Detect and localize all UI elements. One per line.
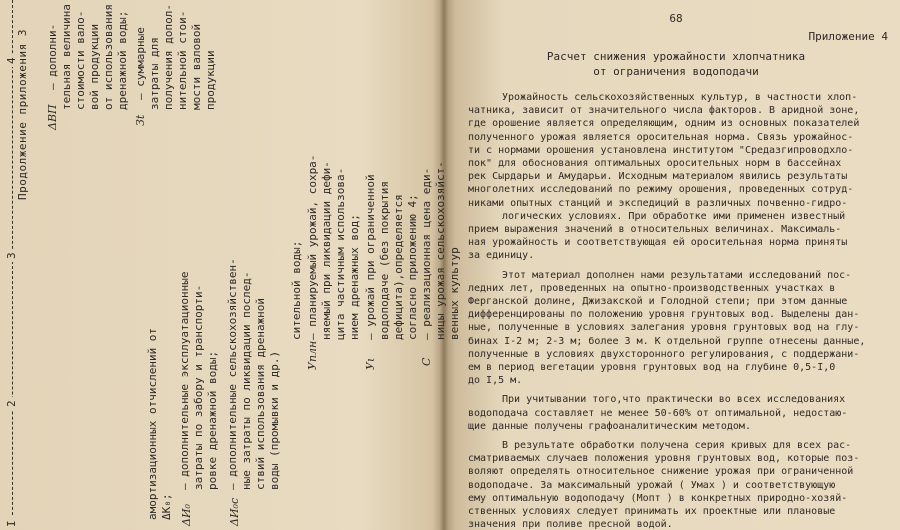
col4-line: нительной стои- — [176, 10, 189, 110]
col4-line: получения допол- — [162, 4, 175, 110]
col4-line: вой продукции — [88, 23, 101, 110]
col3-symbol: Уплн — [306, 340, 319, 370]
column-number-2: 2 — [6, 397, 18, 410]
body-line: щие данные получены графоаналитическим методом. — [468, 420, 751, 432]
col3-line: водоподаче (без покрытия — [378, 181, 391, 340]
body-line: пок" для обоснования оптимальных оросительных норм в бассейнах — [468, 158, 842, 169]
col4-symbol: Зt — [134, 114, 147, 126]
col3-symbol: С — [420, 357, 433, 366]
col2-line: ствий использования дренажной — [254, 297, 267, 490]
body-line: ти с нормами орошения установлена институтом "Средазгипроводхло- — [468, 144, 854, 156]
col4-line: от использования — [102, 4, 115, 110]
body-line: дифференцированы по положению уровня грунтовых вод. Выделены дан- — [468, 309, 860, 321]
col2-line: ΔК₀; — [160, 493, 173, 520]
body-line: чатника, зависит от значительного числа факторов. В аридной зоне, — [468, 105, 860, 117]
col3-line: ницы урожая сельскохозяйст- — [434, 161, 447, 340]
col3-line: – планируемый урожай, сохра- — [306, 154, 319, 340]
section-title-line-2: от ограничения водоподачи — [593, 65, 759, 78]
col4-line: мости валовой — [190, 23, 203, 110]
body-line: значения при поливе пресной водой. — [468, 519, 673, 530]
body-line: сматриваемых случаев положения уровня грунтовых вод, которые поз- — [468, 453, 860, 465]
body-line: ледних лет, проведенных на опытно-производственных участках в — [468, 282, 836, 294]
col4-line: – суммарные — [134, 27, 147, 100]
body-line: ственных условиях следует принимать их проектные или плановые — [468, 506, 836, 517]
col3-line: нием дренажных вод; — [348, 214, 361, 340]
left-page-col4 — [0, 0, 440, 530]
col4-line: стоимости вало- — [74, 10, 87, 110]
body-line: рек Сырдарьи и Амударьи. Исходным материалом явились результаты — [468, 171, 848, 183]
body-line: воляют определять относительное снижение урожая при ограниченной — [468, 466, 854, 478]
body-line: за единицу. — [468, 250, 535, 262]
appendix-label: Приложение 4 — [808, 30, 888, 43]
body-line: Ферганской долине, Джизакской и Голодной степи; при этом данные — [468, 296, 848, 307]
col2-line: ные затраты по ликвидации послед- — [240, 271, 253, 490]
col4-symbol: ΔВП — [46, 104, 59, 130]
body-line: многолетних исследований по режиму орошения, проведенных сотруд- — [468, 184, 854, 196]
body-line: ему оптимальную водоподачу (Мопт ) в конкретных природно-хозяй- — [468, 492, 848, 504]
body-line: водоподача составляет не менее 50-60% от оптимальной, недостаю- — [468, 407, 848, 419]
page-number: 68 — [669, 12, 683, 25]
body-line: бинах I-2 м; 2-3 м; более 3 м. К отдельной группе отнесены данные, — [468, 335, 866, 347]
body-line: полученного урожая является оросительная норма. Связь урожайнос- — [468, 131, 854, 143]
col3-line: сительной воды; — [290, 240, 303, 340]
col4-line: дренажной воды; — [116, 10, 129, 110]
col4-line: – дополни- — [46, 23, 59, 90]
col3-line: венных культур — [448, 247, 461, 340]
col2-symbol: ΔИ₀ — [180, 504, 193, 526]
col3-line: няемый при ликвидации дефи- — [320, 161, 333, 340]
body-line: ные, полученные в условиях залегания уровня грунтовых вод на глу- — [468, 322, 860, 334]
right-page — [452, 0, 900, 530]
left-running-title: Продолжение приложения 3 — [16, 29, 29, 200]
col3-line: – реализационная цена еди- — [420, 167, 433, 340]
column-number-4: 4 — [6, 54, 18, 67]
col4-line: продукции — [204, 50, 217, 110]
body-line: до I,5 м. — [468, 375, 523, 387]
column-number-3: 3 — [6, 249, 18, 262]
col2-line: – дополнительные эксплуатационные — [178, 271, 191, 490]
body-line: Этот материал дополнен нами результатами исследований пос- — [502, 269, 852, 281]
body-line: никами опытных станций и экспедиций в различных почвенно-гидро- — [468, 197, 848, 209]
section-title-line-1: Расчет снижения урожайности хлопчатника — [546, 50, 806, 63]
body-line: В результате обработки получена серия кривых для всех рас- — [502, 440, 852, 451]
col3-line: дефицита),определяется — [392, 194, 405, 340]
column-number-1: I — [6, 517, 18, 530]
col2-line: – дополнительные сельскохозяйствен- — [226, 258, 239, 490]
body-line: где орошение является определяющим, одним из основных показателей — [468, 118, 860, 130]
col2-line: воды (промывки и др.) — [268, 350, 281, 490]
col4-line: затраты для — [148, 37, 161, 110]
col3-line: согласно приложению 4; — [406, 194, 419, 340]
col3-line: – урожай при ограниченной — [364, 174, 377, 340]
col2-symbol: ΔИ₀с — [228, 497, 241, 526]
body-line: При учитывании того,что практически во всех исследованиях — [502, 394, 846, 406]
body-line: прием выражения значений в относительных величинах. Максималь- — [468, 224, 842, 235]
col2-line: амортизационных отчислений от — [146, 327, 159, 520]
col2-line: ровке дренажной воды; — [206, 350, 219, 490]
body-line: ем в период вегетации уровня грунтовых вод на глубине 0,5-I,0 — [468, 362, 836, 373]
body-line: водоподаче. За максимальный урожай ( Умах ) и соответствующую — [468, 479, 836, 491]
col4-line: тельная величина — [60, 4, 73, 110]
body-line: логических условиях. При обработке ими применен известный — [502, 210, 846, 222]
col3-symbol: Уι — [364, 357, 377, 370]
body-line: ная урожайность и соответствующая ей оросительная норма приняты — [468, 237, 848, 249]
body-line: полученные в условиях двухсторонного регулирования, с поддержани- — [468, 348, 860, 360]
body-line: Урожайность сельскохозяйственных культур, в частности хлоп- — [502, 92, 858, 103]
col3-line: цита частичным использова- — [334, 167, 347, 340]
col2-line: затраты по забору и транспорти- — [192, 284, 205, 490]
